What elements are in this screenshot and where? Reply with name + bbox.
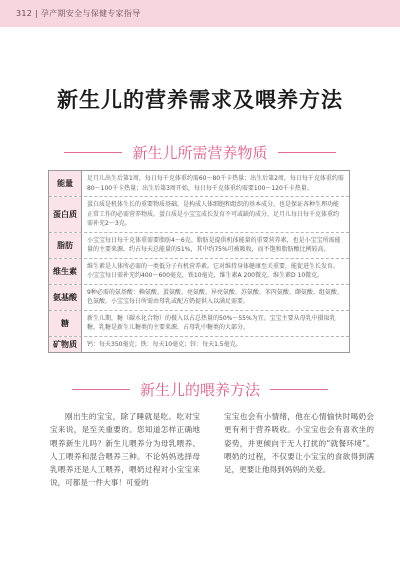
- row-description: 新生儿期，糖（碳水化合物）的摄入以占总热量的50%～55%为宜。宝宝主要从母乳中摄取乳糖，乳糖是新生儿糖类的主要来源，占母乳中糖类的大部分。: [87, 314, 336, 331]
- heading-rule-left: [64, 152, 122, 153]
- heading-rule-left: [72, 389, 130, 390]
- table-row: [49, 337, 349, 353]
- table-row: [49, 233, 349, 259]
- section-title: 新生儿的喂养方法: [139, 380, 260, 399]
- row-description: 维生素是人体所必需的一类低分子有机营养素。它对维持身体健康至关重要，能促进生长发育。小宝宝每日需补充约400～600毫克，铁10毫克，维生素A 200微克，维生素D 10微克。: [87, 262, 340, 279]
- page-title: 新生儿的营养需求及喂养方法: [57, 88, 343, 112]
- body-text-left-column: 刚出生的宝宝，除了睡就是吃。吃对宝宝来说，是至关重要的。您知道怎样正确地喂养新生儿吗？新生儿喂养分为母乳喂养、人工喂养和混合喂养三种。不论妈妈选择母乳喂养还是人工喂养，喂奶过程对小宝宝来说，可都是一件大事！可爱的: [50, 412, 200, 488]
- nutrient-table: [48, 170, 350, 353]
- section-heading-feeding: [0, 378, 400, 400]
- table-row: [49, 171, 349, 197]
- row-description: 钙：每天350毫克；铁：每天10毫克；锌：每天1.5毫克。: [87, 340, 242, 348]
- row-description: 蛋白质是机体生长的重要物质基础，是构成人体细胞和组织的基本成分，也是保证各种生理功能正常工作的必需营养物质。蛋白质是小宝宝成长发育不可或缺的成分，足月儿每日每千克体重约需补充2～3克。: [87, 201, 340, 227]
- body-text-right-column: 宝宝也会有小情绪，他在心情愉快时喝奶会更有利于营养吸收。小宝宝也会有喜欢坐的姿势，并更倾向于无人打扰的“就餐环境”。喂奶的过程，不仅要让小宝宝的食欲得到满足，更要让他得到妈妈的关爱。: [224, 412, 374, 475]
- row-header: 蛋白质: [49, 197, 82, 232]
- row-header: 氨基酸: [49, 285, 82, 310]
- page-header: 312 | 孕产期安全与保健专家指导: [16, 9, 141, 18]
- section-title: 新生儿所需营养物质: [132, 143, 268, 162]
- section-heading-nutrients: [0, 141, 400, 163]
- row-header: 能量: [49, 171, 82, 196]
- row-header: 糖: [49, 311, 82, 336]
- table-row: [49, 197, 349, 233]
- heading-rule-right: [270, 389, 328, 390]
- heading-rule-right: [278, 152, 336, 153]
- table-row: [49, 285, 349, 311]
- row-description: 小宝宝每日每千克体重需要脂肪4～6克。脂肪是提供机体能量的重要营养素，也是小宝宝所需能量的主要来源，约占每天总能量的51%，其中约75%可被吸收，而不饱和脂肪酸比例较高。: [87, 236, 341, 253]
- row-header: 脂肪: [49, 233, 82, 258]
- row-description: 9种必需的氨基酸：赖氨酸、蛋氨酸、亮氨酸、异亮氨酸、苏氨酸、苯丙氨酸、缬氨酸、组氨酸、色氨酸。小宝宝每日所需由母乳或配方奶提供入以满足需要。: [87, 288, 343, 305]
- row-description: 足月儿出生后第1周，每日每千克体重约需60～80千卡热量；出生后第2周，每日每千克体重约需80～100千卡热量；出生后第3周开始，每日每千克体重约需要100～120千卡热量。: [87, 175, 344, 192]
- row-header: 矿物质: [49, 337, 82, 353]
- table-row: [49, 259, 349, 285]
- table-row: [49, 311, 349, 337]
- row-header: 维生素: [49, 259, 82, 284]
